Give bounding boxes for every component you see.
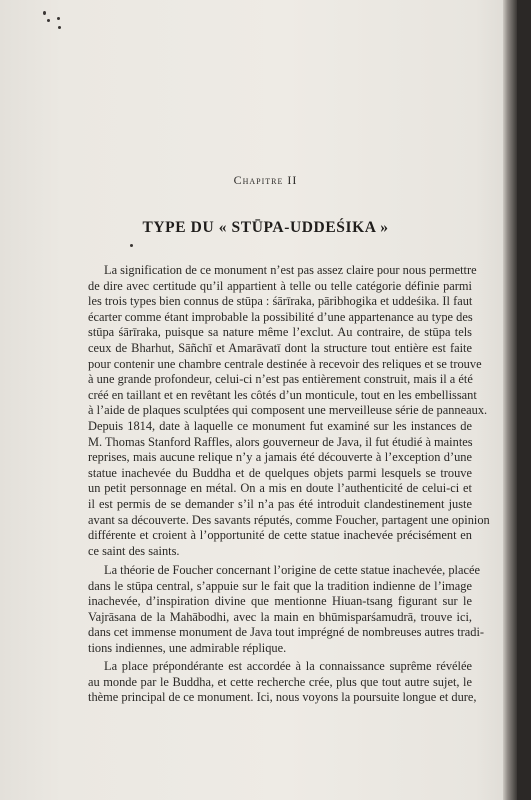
text-line: écarter comme étant improbable la possibilité d’une appartenance au type des [88, 309, 473, 324]
chapter-title: TYPE DU « STŪPA-UDDEŚIKA » [142, 219, 389, 236]
text-line: différente et croient à l’opportunité de cette statue inachevée précisément en [88, 528, 472, 543]
text-line: La signification de ce monument n’est pas assez claire pour nous permettre [104, 263, 477, 277]
text-line: pour contenir une chambre centrale destinée à recevoir des reliques et se trouve [88, 356, 482, 371]
text-line: thème principal de ce monument. Ici, nous voyons la poursuite longue et dure, [88, 690, 477, 705]
text-line: inachevée, d’inspiration divine que mentionne Hiuan-tsang figurant sur le [88, 594, 472, 609]
paragraph-1 [88, 263, 490, 559]
text-line: ceux de Bharhut, Sāñchī et Amarāvatī dont la structure tout entière est faite [88, 340, 472, 355]
text-line: dans le stūpa central, s’appuie sur le fait que la tradition indienne de l’image [88, 578, 472, 593]
text-line: il est permis de se demander s’il n’a pas été introduit clandestinement juste [88, 496, 472, 511]
text-line: statue inachevée du Buddha et de quelques objets parmi lesquels se trouve [88, 465, 472, 480]
text-line: à l’aide de plaques sculptées qui composent une merveilleuse série de panneaux. [88, 403, 488, 418]
ink-spot [43, 11, 46, 15]
text-line: dans cet immense monument de Java tout imprégné de nombreuses autres tradi- [88, 625, 485, 640]
text-line: stūpa śārīraka, puisque sa nature même l’exclut. Au contraire, de stūpa tels [88, 325, 472, 340]
text-line: tions indiennes, une admirable réplique. [88, 640, 287, 655]
ink-spot [130, 244, 133, 247]
text-line: reprises, mais aucune relique n’y a jamais été découverte à l’exception d’une [88, 450, 472, 465]
text-line: La place prépondérante est accordée à la connaissance suprême révélée [104, 659, 472, 673]
page-edge-shadow [503, 0, 517, 800]
ink-spot [57, 17, 60, 20]
paragraph-3 [88, 659, 477, 706]
ink-spot [47, 19, 50, 22]
text-line: un petit personnage en métal. On a mis en doute l’authenticité de celui-ci et [88, 481, 472, 496]
paragraph-2 [88, 563, 485, 657]
text-line: Depuis 1814, date à laquelle ce monument fut examiné sur les instances de [88, 418, 472, 433]
text-line: au monde par le Buddha, et cette recherche crée, plus que tout autre sujet, le [88, 674, 472, 689]
text-line: M. Thomas Stanford Raffles, alors gouverneur de Java, il fut étudié à maintes [88, 434, 473, 449]
ink-spot [58, 26, 61, 29]
text-line: avant sa découverte. Des savants réputés, comme Foucher, partagent une opinion [88, 512, 490, 527]
text-line: à une grande profondeur, celui-ci n’est pas entièrement construit, mais il a été [88, 372, 473, 387]
text-line: La théorie de Foucher concernant l’origine de cette statue inachevée, placée [104, 563, 480, 577]
chapter-heading [0, 173, 517, 188]
text-line: de dire avec certitude qu’il appartient à telle ou telle catégorie définie parmi [88, 278, 472, 293]
chapter-label: Chapitre II [233, 173, 298, 187]
text-line: ce saint des saints. [88, 543, 180, 558]
text-line: Vajrāsana de la Mahābodhi, avec la main en bhūmisparśamudrā, trouve ici, [88, 609, 472, 624]
text-line: créé en taillant et en revêtant les côtés d’un monticule, tout en les embellissant [88, 387, 477, 402]
text-line: les trois types bien connus de stūpa : śārīraka, pāribhogika et uddeśika. Il faut [88, 294, 473, 309]
